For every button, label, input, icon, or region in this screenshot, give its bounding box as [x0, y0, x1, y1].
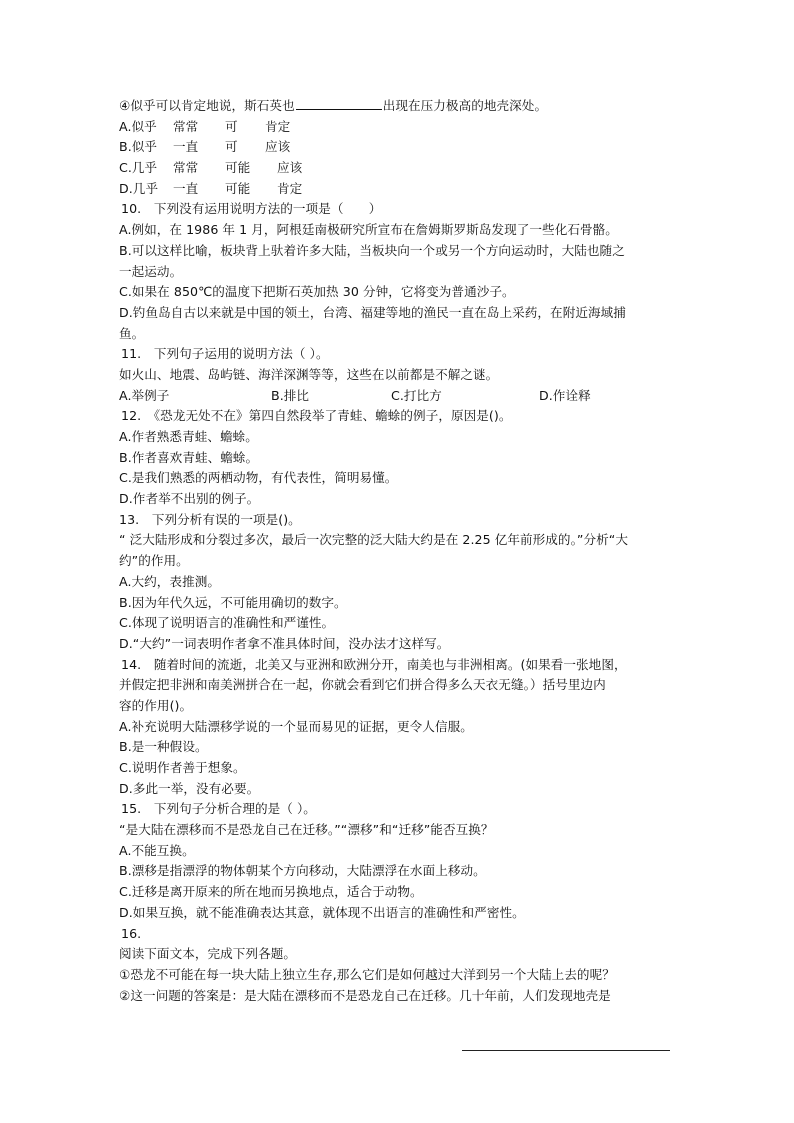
q16-number: 16. — [121, 925, 142, 941]
q10-option-c: C.如果在 850℃的温度下把斯石英加热 30 分钟，它将变为普通沙子。 — [119, 284, 515, 300]
q15-option-a: A.不能互换。 — [119, 842, 195, 858]
q10-stem: 10. 下列没有运用说明方法的一项是（ ） — [121, 201, 382, 217]
q11-options — [119, 386, 679, 407]
q10-option-b-cont: 一起运动。 — [119, 263, 183, 279]
q14-stem-cont: 并假定把非洲和南美洲拼合在一起，你就会看到它们拼合得多么天衣无缝。）括号里边内 — [119, 677, 606, 693]
q4-option-a: A.似乎 常常 可 肯定 — [119, 118, 291, 134]
answer-blank — [296, 97, 382, 110]
q11-option-b: B.排比 — [271, 387, 310, 403]
q12-option-a: A.作者熟悉青蛙、蟾蜍。 — [119, 429, 258, 444]
exam-page — [119, 96, 679, 1006]
q11-text: 如火山、地震、岛屿链、海洋深渊等等，这些在以前都是不解之谜。 — [119, 366, 499, 382]
q11-option-c: C.打比方 — [391, 387, 442, 403]
q15-option-b: B.漂移是指漂浮的物体朝某个方向移动，大陆漂浮在水面上移动。 — [119, 863, 486, 879]
q13-quote: “ 泛大陆形成和分裂过多次，最后一次完整的泛大陆大约是在 2.25 亿年前形成的。”分析“大 — [119, 532, 628, 548]
q14-stem-cont2: 容的作用()。 — [119, 697, 193, 713]
q10-option-d: D.钓鱼岛自古以来就是中国的领土，台湾、福建等地的渔民一直在岛上采药，在附近海域捕 — [119, 304, 626, 320]
q16-intro: 阅读下面文本，完成下列各题。 — [119, 946, 297, 962]
q10-option-d-cont: 鱼。 — [119, 325, 145, 341]
q10-option-b: B.可以这样比喻，板块背上驮着许多大陆，当板块向一个或另一个方向运动时，大陆也随之 — [119, 242, 625, 258]
q13-option-a: A.大约，表推测。 — [119, 573, 221, 589]
q4-option-c: C.几乎 常常 可能 应该 — [119, 160, 303, 176]
q13-option-d: D.“大约”一词表明作者拿不准具体时间，没办法才这样写。 — [119, 635, 450, 651]
footer-divider — [462, 1050, 670, 1051]
q11-option-a: A.举例子 — [119, 387, 170, 403]
q12-stem: 12. 《恐龙无处不在》第四自然段举了青蛙、蟾蜍的例子，原因是()。 — [121, 408, 512, 424]
q13-quote-cont: 约”的作用。 — [119, 553, 189, 569]
q12-option-d: D.作者举不出别的例子。 — [119, 491, 260, 507]
q15-quote: “是大陆在漂移而不是恐龙自己在迁移。”“漂移”和“迁移”能否互换？ — [119, 822, 494, 838]
q15-stem: 15. 下列句子分析合理的是（ ）。 — [121, 801, 316, 817]
q4-stem: ④似乎可以肯定地说，斯石英也 出现在压力极高的地壳深处。 — [119, 98, 548, 113]
q16-paragraph-2: ②这一问题的答案是：是大陆在漂移而不是恐龙自己在迁移。几十年前，人们发现地壳是 — [119, 987, 611, 1003]
q14-option-a: A.补充说明大陆漂移学说的一个显而易见的证据，更令人信服。 — [119, 718, 473, 734]
q4-option-b: B.似乎 一直 可 应该 — [119, 139, 291, 155]
q14-option-c: C.说明作者善于想象。 — [119, 760, 246, 775]
q12-option-b: B.作者喜欢青蛙、蟾蜍。 — [119, 449, 259, 465]
q11-option-d: D.作诠释 — [539, 387, 591, 403]
q13-option-b: B.因为年代久远，不可能用确切的数字。 — [119, 594, 347, 610]
q16-paragraph-1: ①恐龙不可能在每一块大陆上独立生存,那么它们是如何越过大洋到另一个大陆上去的呢？ — [119, 966, 615, 982]
q15-option-c: C.迁移是离开原来的所在地而另换地点，适合于动物。 — [119, 884, 423, 900]
q4-option-d: D.几乎 一直 可能 肯定 — [119, 180, 303, 196]
q12-option-c: C.是我们熟悉的两栖动物，有代表性，简明易懂。 — [119, 470, 398, 486]
q15-option-d: D.如果互换，就不能准确表达其意，就体现不出语言的准确性和严密性。 — [119, 904, 525, 920]
q13-stem: 13. 下列分析有误的一项是()。 — [119, 511, 301, 527]
q11-stem: 11. 下列句子运用的说明方法（ ）。 — [121, 346, 329, 362]
q13-option-c: C.体现了说明语言的准确性和严谨性。 — [119, 615, 335, 631]
q14-option-d: D.多此一举，没有必要。 — [119, 780, 260, 796]
q14-stem: 14. 随着时间的流逝，北美又与亚洲和欧洲分开，南美也与非洲相离。(如果看一张地图， — [121, 656, 627, 672]
q10-option-a: A.例如，在 1986 年 1 月，阿根廷南极研究所宣布在詹姆斯罗斯岛发现了一些化石骨骼。 — [119, 222, 618, 238]
q14-option-b: B.是一种假设。 — [119, 739, 208, 755]
